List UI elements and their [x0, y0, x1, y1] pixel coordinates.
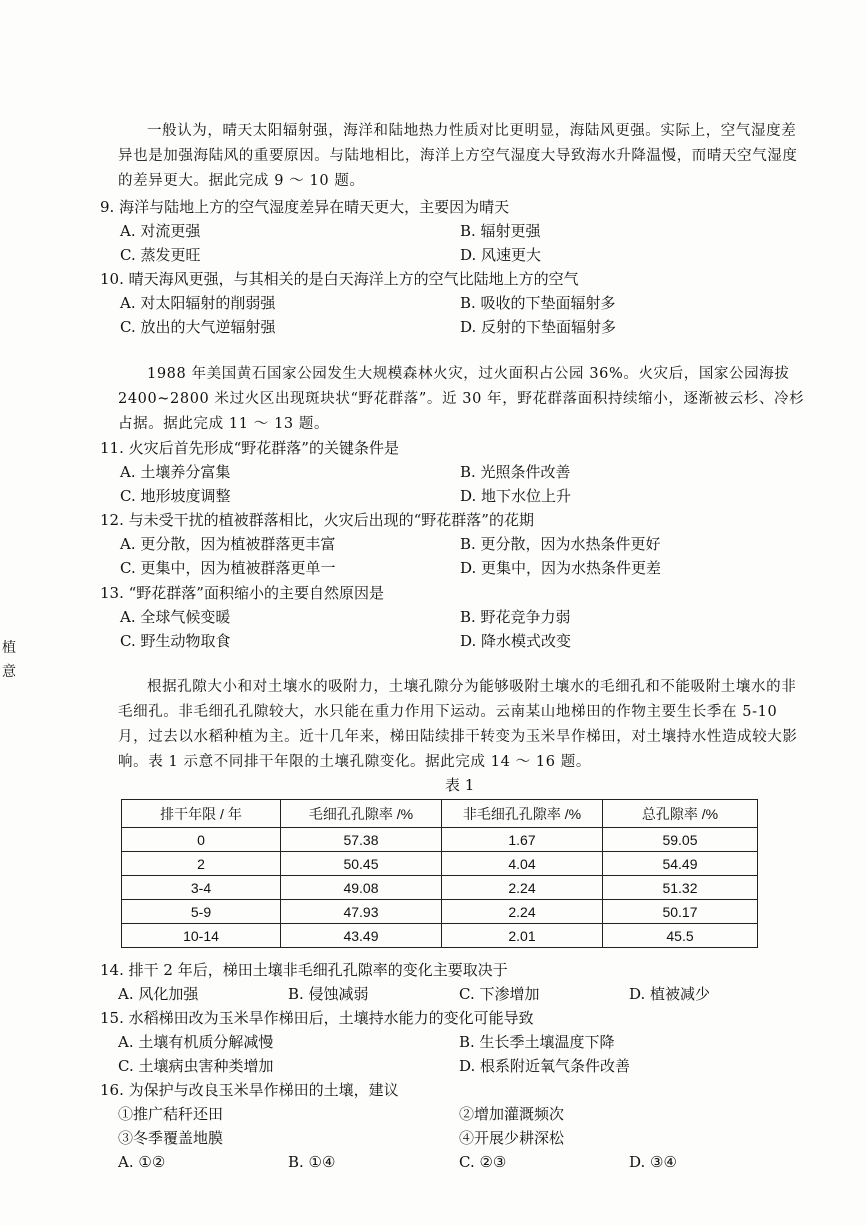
question-13-stem: 13. “野花群落”面积缩小的主要自然原因是	[100, 584, 384, 602]
question-16-options	[100, 1150, 820, 1174]
table-row	[122, 924, 758, 948]
table-cell: 47.93	[281, 900, 442, 924]
passage-3: 根据孔隙大小和对土壤水的吸附力，土壤孔隙分为能够吸附土壤水的毛细孔和不能吸附土壤水的非毛细孔。非毛细孔孔隙较大，水只能在重力作用下运动。云南某山地梯田的作物主要生长季在 5-10 月，过去以水稻种植为主。近十几年来，梯田陆续排干转变为玉米旱作梯田，对土壤持水性造成较大影响。表 1 示意不同排干年限的土壤孔隙变化。据此完成 14 ～ 16 题。	[118, 679, 798, 770]
q15-option-c[interactable]: C. 土壤病虫害种类增加	[118, 1057, 274, 1075]
table-cell: 2.24	[442, 900, 603, 924]
q9-option-d[interactable]: D. 风速更大	[460, 246, 542, 264]
question-16-statements-row-1	[100, 1102, 820, 1126]
q13-option-d[interactable]: D. 降水模式改变	[460, 632, 572, 650]
q16-statement-3: ③冬季覆盖地膜	[118, 1129, 224, 1147]
q12-option-b[interactable]: B. 更分散，因为水热条件更好	[460, 535, 661, 553]
q13-option-c[interactable]: C. 野生动物取食	[120, 632, 231, 650]
table-cell: 2.24	[442, 876, 603, 900]
question-10	[100, 267, 820, 291]
question-16	[100, 1078, 820, 1102]
question-9-stem: 9. 海洋与陆地上方的空气湿度差异在晴天更大，主要因为晴天	[100, 198, 510, 216]
question-9-options-row-1	[100, 219, 820, 243]
q16-option-d[interactable]: D. ③④	[629, 1153, 677, 1171]
table-cell: 3-4	[122, 876, 281, 900]
question-11-stem: 11. 火灾后首先形成“野花群落”的关键条件是	[100, 439, 399, 457]
question-12-stem: 12. 与未受干扰的植被群落相比，火灾后出现的“野花群落”的花期	[100, 511, 534, 529]
table-cell: 5-9	[122, 900, 281, 924]
margin-char-1: 植	[2, 640, 16, 656]
q11-option-b[interactable]: B. 光照条件改善	[460, 463, 571, 481]
q16-statement-2: ②增加灌溉频次	[459, 1105, 565, 1123]
q16-option-a[interactable]: A. ①②	[118, 1153, 166, 1171]
table-cell: 2	[122, 852, 281, 876]
question-15-stem: 15. 水稻梯田改为玉米旱作梯田后，土壤持水能力的变化可能导致	[100, 1009, 534, 1027]
q10-option-a[interactable]: A. 对太阳辐射的削弱强	[120, 294, 276, 312]
table-cell: 2.01	[442, 924, 603, 948]
passage-2: 1988 年美国黄石国家公园发生大规模森林火灾，过火面积占公园 36%。火灾后，国家公园海拔 2400~2800 米过火区出现斑块状“野花群落”。近 30 年，野花群落面积持续缩小，逐渐被云杉、冷杉占据。据此完成 11 ～ 13 题。	[118, 366, 805, 432]
q10-option-b[interactable]: B. 吸收的下垫面辐射多	[460, 294, 616, 312]
q15-option-a[interactable]: A. 土壤有机质分解减慢	[118, 1033, 274, 1051]
question-14	[100, 958, 820, 982]
q15-option-b[interactable]: B. 生长季土壤温度下降	[459, 1033, 615, 1051]
question-13	[100, 581, 820, 605]
question-10-options-row-1	[100, 291, 820, 315]
table-cell: 10-14	[122, 924, 281, 948]
q9-option-a[interactable]: A. 对流更强	[120, 222, 201, 240]
table-row	[122, 852, 758, 876]
margin-char-2: 意	[2, 664, 16, 680]
question-11	[100, 436, 820, 460]
question-11-options-row-2	[100, 484, 820, 508]
question-12	[100, 508, 820, 532]
q16-statement-1: ①推广秸秆还田	[118, 1105, 224, 1123]
q11-option-a[interactable]: A. 土壤养分富集	[120, 463, 231, 481]
soil-porosity-table	[121, 799, 758, 948]
q16-option-b[interactable]: B. ①④	[288, 1153, 336, 1171]
table-cell: 0	[122, 828, 281, 852]
q13-option-a[interactable]: A. 全球气候变暖	[120, 608, 231, 626]
question-13-options-row-2	[100, 629, 820, 653]
table-cell: 1.67	[442, 828, 603, 852]
question-16-statements-row-2	[100, 1126, 820, 1150]
question-10-stem: 10. 晴天海风更强，与其相关的是白天海洋上方的空气比陆地上方的空气	[100, 270, 579, 288]
table-header-row	[122, 800, 758, 828]
table-cell: 43.49	[281, 924, 442, 948]
table-header: 非毛细孔孔隙率 /%	[442, 800, 603, 828]
table-cell: 50.17	[603, 900, 758, 924]
q16-option-c[interactable]: C. ②③	[459, 1153, 507, 1171]
table-cell: 45.5	[603, 924, 758, 948]
question-10-options-row-2	[100, 315, 820, 339]
question-9	[100, 195, 820, 219]
q16-statement-4: ④开展少耕深松	[459, 1129, 565, 1147]
passage-1: 一般认为，晴天太阳辐射强，海洋和陆地热力性质对比更明显，海陆风更强。实际上，空气湿度差异也是加强海陆风的重要原因。与陆地相比，海洋上方空气湿度大导致海水升降温慢，而晴天空气湿度的差异更大。据此完成 9 ～ 10 题。	[118, 123, 798, 189]
q11-option-c[interactable]: C. 地形坡度调整	[120, 487, 231, 505]
q14-option-a[interactable]: A. 风化加强	[118, 985, 199, 1003]
q13-option-b[interactable]: B. 野花竞争力弱	[460, 608, 571, 626]
q12-option-a[interactable]: A. 更分散，因为植被群落更丰富	[120, 535, 336, 553]
table-row	[122, 876, 758, 900]
q14-option-d[interactable]: D. 植被减少	[629, 985, 711, 1003]
table-row	[122, 828, 758, 852]
q9-option-c[interactable]: C. 蒸发更旺	[120, 246, 201, 264]
table-cell: 54.49	[603, 852, 758, 876]
table-cell: 49.08	[281, 876, 442, 900]
table-cell: 4.04	[442, 852, 603, 876]
question-9-options-row-2	[100, 243, 820, 267]
question-14-options	[100, 982, 820, 1006]
question-16-stem: 16. 为保护与改良玉米旱作梯田的土壤，建议	[100, 1081, 399, 1099]
q12-option-c[interactable]: C. 更集中，因为植被群落更单一	[120, 559, 336, 577]
question-12-options-row-1	[100, 532, 820, 556]
question-12-options-row-2	[100, 556, 820, 580]
table-header: 总孔隙率 /%	[603, 800, 758, 828]
question-15	[100, 1006, 820, 1030]
table-caption: 表 1	[445, 776, 475, 794]
q14-option-b[interactable]: B. 侵蚀减弱	[288, 985, 369, 1003]
q14-option-c[interactable]: C. 下渗增加	[459, 985, 540, 1003]
q9-option-b[interactable]: B. 辐射更强	[460, 222, 541, 240]
q10-option-c[interactable]: C. 放出的大气逆辐射强	[120, 318, 276, 336]
question-14-stem: 14. 排干 2 年后，梯田土壤非毛细孔孔隙率的变化主要取决于	[100, 961, 508, 979]
question-15-options-row-2	[100, 1054, 820, 1078]
q10-option-d[interactable]: D. 反射的下垫面辐射多	[460, 318, 617, 336]
table-header: 排干年限 / 年	[122, 800, 281, 828]
q15-option-d[interactable]: D. 根系附近氧气条件改善	[459, 1057, 631, 1075]
table-cell: 50.45	[281, 852, 442, 876]
table-cell: 57.38	[281, 828, 442, 852]
table-row	[122, 900, 758, 924]
table-header: 毛细孔孔隙率 /%	[281, 800, 442, 828]
q12-option-d[interactable]: D. 更集中，因为水热条件更差	[460, 559, 662, 577]
table-cell: 51.32	[603, 876, 758, 900]
question-13-options-row-1	[100, 605, 820, 629]
question-11-options-row-1	[100, 460, 820, 484]
question-15-options-row-1	[100, 1030, 820, 1054]
q11-option-d[interactable]: D. 地下水位上升	[460, 487, 572, 505]
table-cell: 59.05	[603, 828, 758, 852]
